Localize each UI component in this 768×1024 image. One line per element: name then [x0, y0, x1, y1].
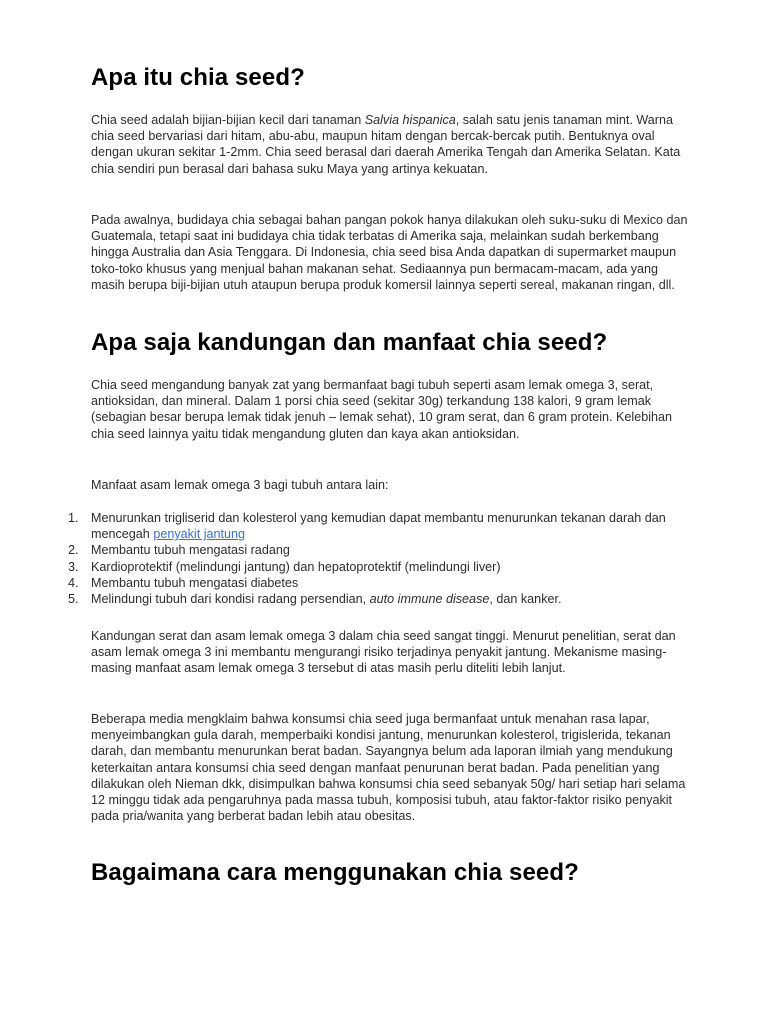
list-item	[60, 575, 700, 591]
scientific-name: Salvia hispanica	[364, 113, 456, 127]
list-item	[60, 510, 700, 542]
list-item-text: Melindungi tubuh dari kondisi radang persendian,	[91, 592, 370, 607]
paragraph-intro-text-b: , salah satu jenis tanaman mint. Warna chia seed bervariasi dari hitam, abu-abu, maupun hitam dengan bercak-bercak putih. Bentuknya oval dengan ukuran sekitar 1-2mm. Chia seed berasal dari daerah Amerika Tengah dan Amerika Selatan. Kata chia sendiri pun berasal dari bahasa suku Maya yang artinya kekuatan.	[91, 113, 681, 176]
list-item-text: Membantu tubuh mengatasi diabetes	[91, 575, 299, 590]
paragraph-omega3-intro: Manfaat asam lemak omega 3 bagi tubuh antara lain:	[91, 478, 389, 492]
list-item	[60, 559, 700, 575]
paragraph-intro-text-a: Chia seed adalah bijian-bijian kecil dari tanaman	[91, 113, 365, 127]
section-heading-contents-and-benefits: Apa saja kandungan dan manfaat chia seed?	[91, 329, 608, 356]
list-item	[60, 591, 700, 607]
list-item-number: 4.	[68, 575, 79, 590]
list-item-number: 3.	[68, 559, 79, 574]
list-item-italic-term: auto immune disease	[369, 592, 490, 607]
heart-disease-link[interactable]: penyakit jantung	[153, 527, 246, 542]
list-item	[60, 542, 700, 558]
section-heading-what-is-chia-seed: Apa itu chia seed?	[91, 64, 305, 91]
list-item-text: Membantu tubuh mengatasi radang	[91, 543, 290, 558]
benefits-list	[60, 510, 700, 607]
paragraph-fiber-omega3: Kandungan serat dan asam lemak omega 3 dalam chia seed sangat tinggi. Menurut penelitian, serat dan asam lemak omega 3 ini membantu mengurangi risiko terjadinya penyakit jantung. Mekanisme masing-masing manfaat asam lemak omega 3 tersebut di atas masih perlu diteliti lebih lanjut.	[91, 629, 676, 676]
list-item-number: 1.	[68, 511, 79, 525]
paragraph-cultivation: Pada awalnya, budidaya chia sebagai bahan pangan pokok hanya dilakukan oleh suku-suku di Mexico dan Guatemala, tetapi saat ini budidaya chia tidak terbatas di Amerika saja, melainkan sudah berkembang hingga Australia dan Asia Tenggara. Di Indonesia, chia seed bisa Anda dapatkan di supermarket maupun toko-toko khusus yang menjual bahan makanan sehat. Sediaannya pun bermacam-macam, ada yang masih berupa biji-bijian utuh ataupun berupa produk komersil lainnya seperti sereal, makanan ringan, dll.	[91, 213, 688, 292]
list-item-text-after: , dan kanker.	[489, 592, 562, 607]
paragraph-weight-loss-claims: Beberapa media mengklaim bahwa konsumsi chia seed juga bermanfaat untuk menahan rasa lapar, menyeimbangkan gula darah, memperbaiki kondisi jantung, menurunkan kolesterol, trigislerida, tekanan darah, dan membantu menurunkan berat badan. Sayangnya belum ada laporan ilmiah yang mendukung keterkaitan antara konsumsi chia seed dengan manfaat penurunan berat badan. Pada penelitian yang dilakukan oleh Nieman dkk, disimpulkan bahwa konsumsi chia seed sebanyak 50g/ hari setiap hari selama 12 minggu tidak ada pengaruhnya pada massa tubuh, komposisi tubuh, atau faktor-faktor risiko penyakit pada pria/wanita yang berberat badan lebih atau obesitas.	[91, 712, 686, 824]
list-item-number: 5.	[68, 592, 79, 607]
section-heading-how-to-use: Bagaimana cara menggunakan chia seed?	[91, 859, 579, 886]
list-item-number: 2.	[68, 543, 79, 558]
list-item-text: Menurunkan trigliserid dan kolesterol yang kemudian dapat membantu menurunkan tekanan darah dan mencegah	[91, 511, 666, 542]
paragraph-nutrition: Chia seed mengandung banyak zat yang bermanfaat bagi tubuh seperti asam lemak omega 3, serat, antioksidan, dan mineral. Dalam 1 porsi chia seed (sekitar 30g) terkandung 138 kalori, 9 gram lemak (sebagian besar berupa lemak tidak jenuh – lemak sehat), 10 gram serat, dan 6 gram protein. Kelebihan chia seed lainnya yaitu tidak mengandung gluten dan kaya akan antioksidan.	[91, 378, 673, 441]
paragraph-intro	[91, 112, 691, 177]
list-item-text: Kardioprotektif (melindungi jantung) dan hepatoprotektif (melindungi liver)	[91, 559, 501, 574]
